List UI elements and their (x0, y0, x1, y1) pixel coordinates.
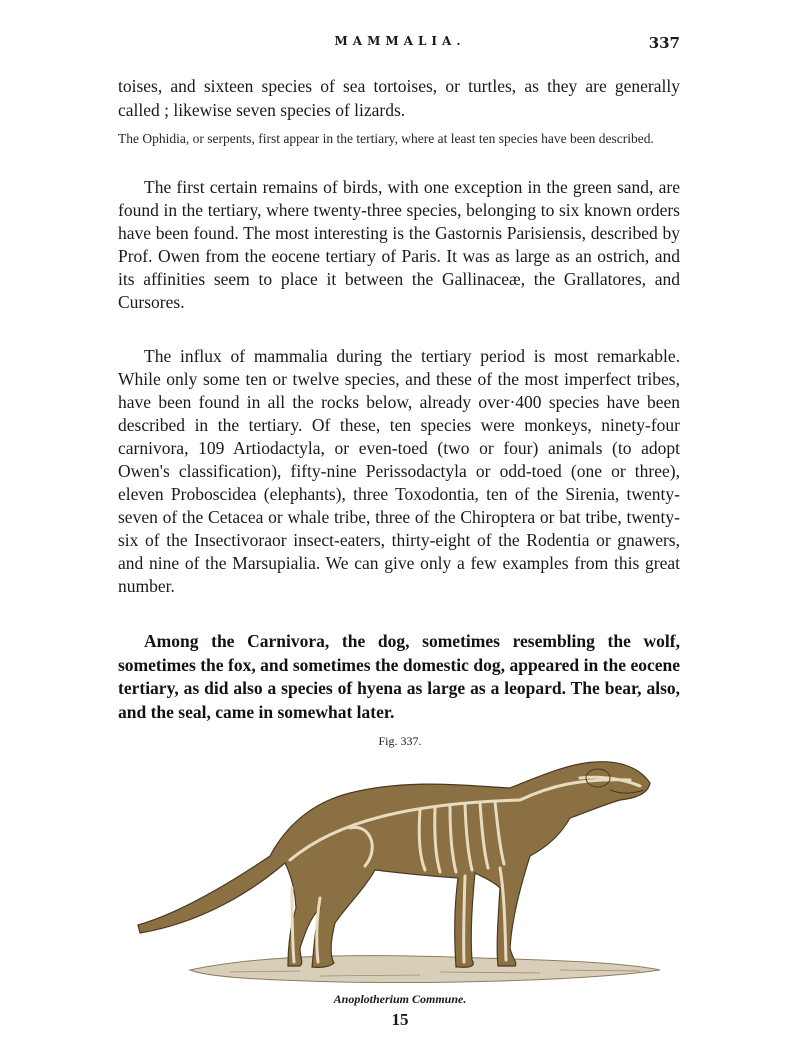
running-title: MAMMALIA. (334, 34, 466, 48)
running-head (120, 34, 680, 56)
small-print-note (118, 130, 680, 148)
paragraph-text: The first certain remains of birds, with one exception in the green sand, are found in the tertiary, where twenty-three species, belonging to six known orders have been found. The most interesting is the Gastornis Parisiensis, described by Prof. Owen from the eocene tertiary of Paris. It was as large as an ostrich, and its affinities seem to place it between the Gallinaceæ, the Grallatores, and Cursores. (118, 177, 680, 312)
animal-silhouette (138, 762, 650, 968)
ground-shading (190, 956, 660, 983)
paragraph-text: Among the Carnivora, the dog, sometimes resembling the wolf, sometimes the fox, and sometimes the domestic dog, appeared in the eocene tertiary, as did also a species of hyena as large as a leopard. The bear, also, and the seal, came in somewhat later. (118, 631, 680, 722)
figure-caption: Anoplotherium Commune. (333, 992, 467, 1006)
paragraph-text: The influx of mammalia during the tertiary period is most remarkable. While only some ten or twelve species, and these of the most imperfect tribes, have been found in all the rocks below, already over·400 species have been described in the tertiary. Of these, ten species were monkeys, ninety-four carnivora, 109 Artiodactyla, or even-toed (two or four) animals (to adopt Owen's classification), fifty-nine Perissodactyla or odd-toed (one or three), eleven Proboscidea (elephants), three Toxodontia, ten of the Sirenia, twenty-seven of the Cetacea or whale tribe, three of the Chiroptera or bat tribe, twenty-six of the Insectivoraor insect-eaters, thirty-eight of the Rodentia or gnawers, and nine of the Marsupialia. We can give only a few examples from this great number. (118, 346, 680, 596)
paragraph-text: toises, and sixteen species of sea tortoises, or turtles, as they are generally called ; likewise seven species of lizards. (118, 76, 680, 120)
note-text: The Ophidia, or serpents, first appear in the tertiary, where at least ten species have been described. (118, 131, 654, 146)
figure-label: Fig. 337. (378, 734, 422, 748)
page-number: 337 (648, 34, 680, 52)
paragraph-continued (118, 74, 680, 122)
signature-mark: 15 (391, 1010, 409, 1029)
paragraph-carnivora (118, 630, 680, 724)
paragraph-birds (118, 176, 680, 314)
paragraph-mammalia (118, 345, 680, 598)
anoplotherium-illustration (120, 748, 680, 993)
